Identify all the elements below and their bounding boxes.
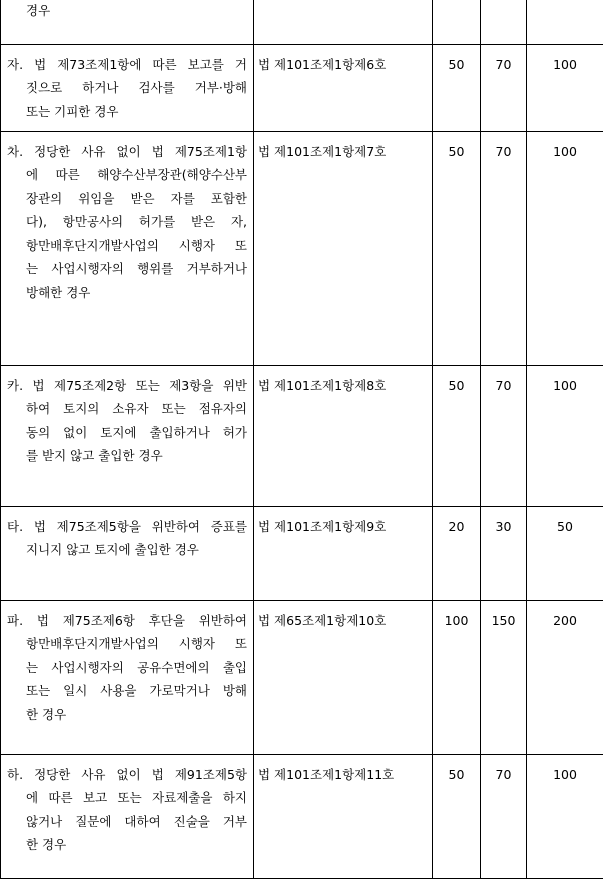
- violation-text-line: 카. 법 제75조제2항 또는 제3항을 위반: [7, 374, 247, 398]
- violation-text-line: 동의 없이 토지에 출입하거나 허가: [7, 421, 247, 445]
- violation-cell: [1, 600, 254, 754]
- violation-cell: [1, 0, 254, 44]
- fine-amount-2: 70: [481, 44, 527, 131]
- fine-amount-2: 70: [481, 365, 527, 506]
- table-row: [1, 754, 603, 878]
- violation-text-line: 방해한 경우: [7, 281, 247, 305]
- violation-text-line: 장관의 위임을 받은 자를 포함한: [7, 187, 247, 211]
- fine-amount-3: 100: [527, 44, 603, 131]
- violation-text-line: 파. 법 제75조제6항 후단을 위반하여: [7, 609, 247, 633]
- fine-amount-2: 70: [481, 131, 527, 365]
- legal-basis-cell: 법 제101조제1항제11호: [254, 754, 433, 878]
- legal-basis-cell: [254, 0, 433, 44]
- violation-text-line: 하여 토지의 소유자 또는 점유자의: [7, 397, 247, 421]
- violation-text-line: 는 사업시행자의 행위를 거부하거나: [7, 257, 247, 281]
- violation-text-line: 에 따른 해양수산부장관(해양수산부: [7, 163, 247, 187]
- fine-amount-3: 100: [527, 754, 603, 878]
- legal-basis-cell: 법 제65조제1항제10호: [254, 600, 433, 754]
- violation-text-line: 차. 정당한 사유 없이 법 제75조제1항: [7, 140, 247, 164]
- violation-text-line: 한 경우: [7, 703, 247, 727]
- fine-amount-1: 100: [433, 600, 481, 754]
- violation-cell: [1, 365, 254, 506]
- violation-cell: [1, 506, 254, 600]
- fine-amount-3: 200: [527, 600, 603, 754]
- legal-basis-cell: 법 제101조제1항제8호: [254, 365, 433, 506]
- violation-cell: [1, 131, 254, 365]
- violation-text-line: 한 경우: [7, 833, 247, 857]
- table-row: [1, 44, 603, 131]
- legal-basis-cell: 법 제101조제1항제9호: [254, 506, 433, 600]
- violation-cell: [1, 44, 254, 131]
- fine-amount-2: 70: [481, 754, 527, 878]
- fine-amount-1: 50: [433, 44, 481, 131]
- table-row: [1, 365, 603, 506]
- fine-amount-1: 20: [433, 506, 481, 600]
- legal-basis-cell: 법 제101조제1항제6호: [254, 44, 433, 131]
- fine-amount-1: 50: [433, 754, 481, 878]
- fine-amount-2: 150: [481, 600, 527, 754]
- fine-amount-3: 100: [527, 365, 603, 506]
- violation-text-line: 타. 법 제75조제5항을 위반하여 증표를: [7, 515, 247, 539]
- fine-amount-1: 50: [433, 131, 481, 365]
- violation-text-line: 않거나 질문에 대하여 진술을 거부: [7, 810, 247, 834]
- fine-amount-1: 50: [433, 365, 481, 506]
- table-row: [1, 131, 603, 365]
- fine-amount-2: [481, 0, 527, 44]
- violation-text-line: 에 따른 보고 또는 자료제출을 하지: [7, 786, 247, 810]
- violation-text-line: 항만배후단지개발사업의 시행자 또: [7, 234, 247, 258]
- fine-amount-3: [527, 0, 603, 44]
- fine-amount-2: 30: [481, 506, 527, 600]
- legal-basis-cell: 법 제101조제1항제7호: [254, 131, 433, 365]
- fine-amount-1: [433, 0, 481, 44]
- violation-text-line: 자. 법 제73조제1항에 따른 보고를 거: [7, 53, 247, 77]
- fine-amount-3: 100: [527, 131, 603, 365]
- violation-text-line: 짓으로 하거나 검사를 거부·방해: [7, 76, 247, 100]
- violation-text-line: 지니지 않고 토지에 출입한 경우: [7, 538, 247, 562]
- fine-amount-3: 50: [527, 506, 603, 600]
- violation-cell: [1, 754, 254, 878]
- violation-text-line: 를 받지 않고 출입한 경우: [7, 444, 247, 468]
- violation-text-line: 또는 일시 사용을 가로막거나 방해: [7, 679, 247, 703]
- violation-text-line: 는 사업시행자의 공유수면에의 출입: [7, 656, 247, 680]
- table-row: [1, 600, 603, 754]
- violation-text-line: 다), 항만공사의 허가를 받은 자,: [7, 210, 247, 234]
- violation-text-line: 경우: [7, 0, 247, 23]
- table-row: [1, 506, 603, 600]
- table-row: [1, 0, 603, 44]
- violation-text-line: 하. 정당한 사유 없이 법 제91조제5항: [7, 763, 247, 787]
- violation-text-line: 항만배후단지개발사업의 시행자 또: [7, 632, 247, 656]
- violation-text-line: 또는 기피한 경우: [7, 100, 247, 124]
